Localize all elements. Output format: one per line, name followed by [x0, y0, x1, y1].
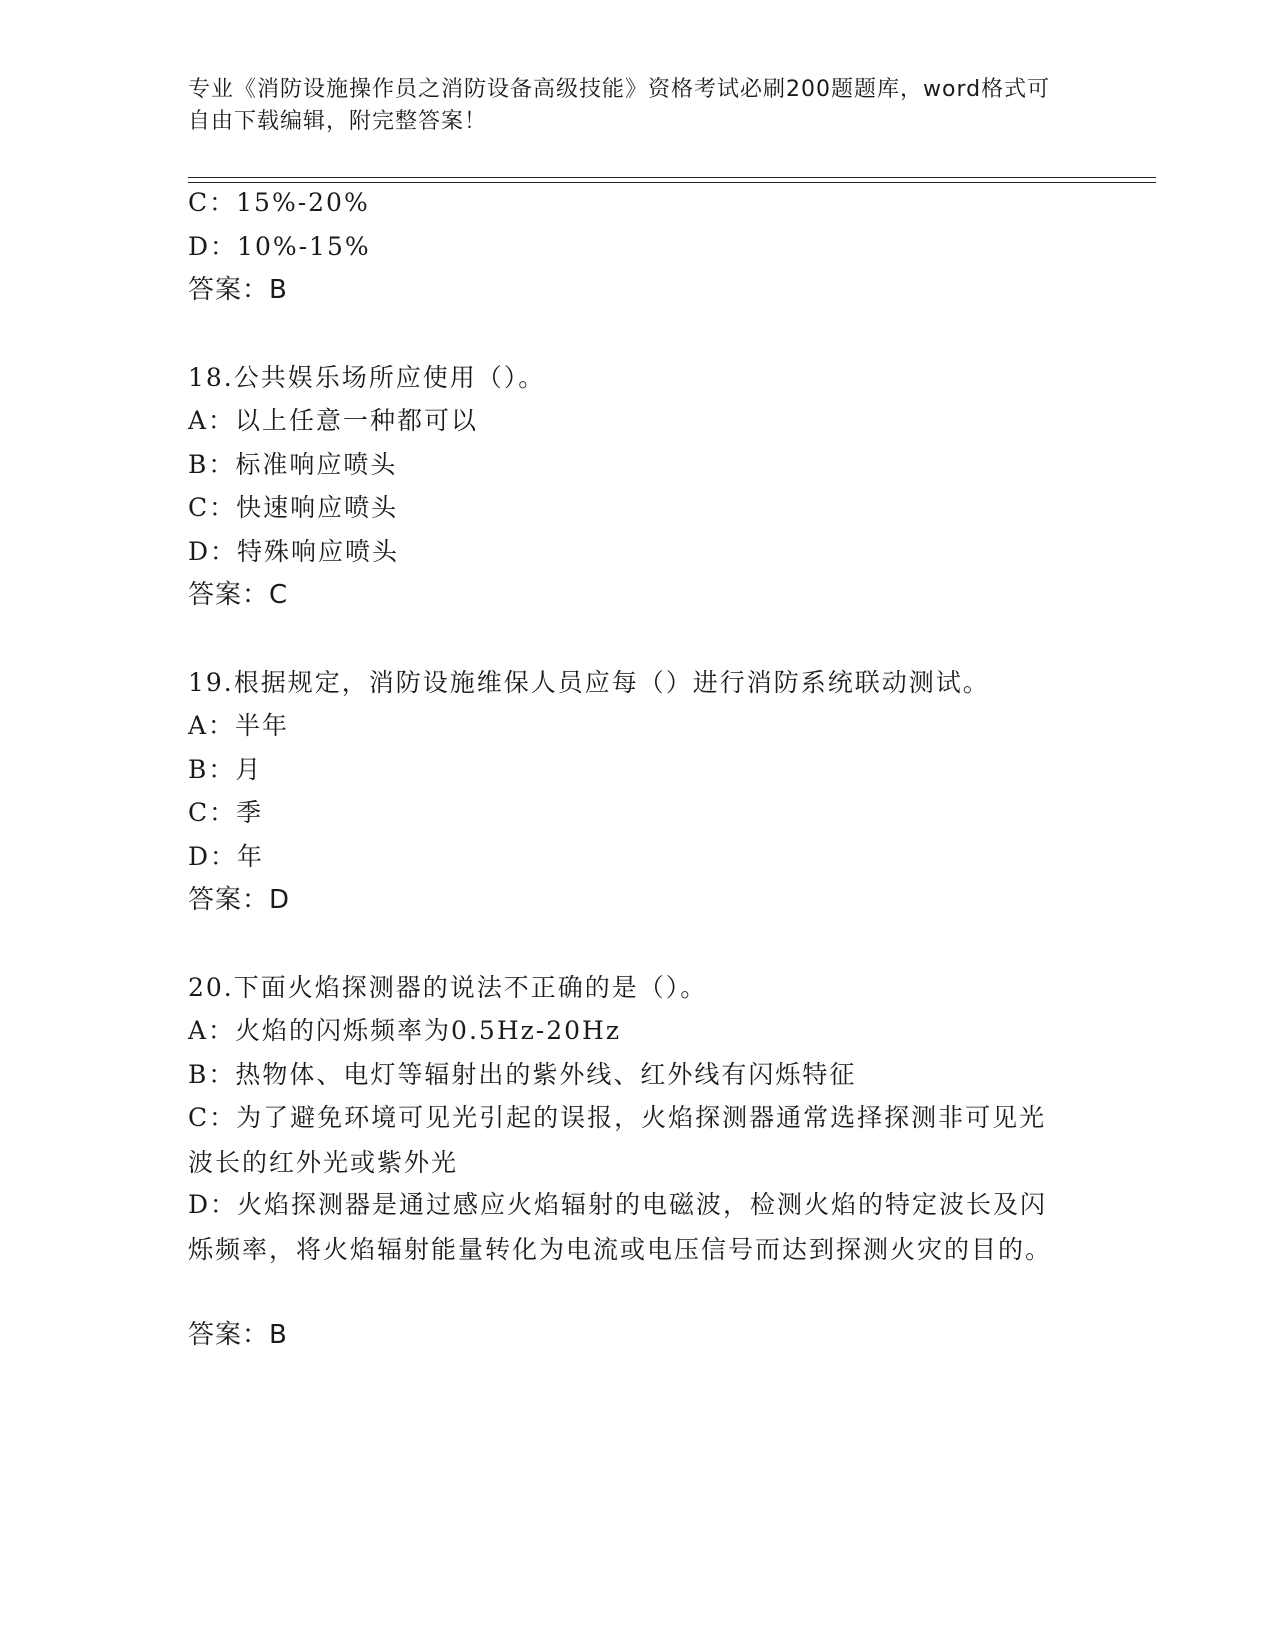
q20-option-a: A：火焰的闪烁频率为0.5Hz-20Hz [188, 1016, 622, 1045]
q19-option-b: B：月 [188, 755, 263, 784]
q20-option-d: D：火焰探测器是通过感应火焰辐射的电磁波，检测火焰的特定波长及闪烁频率，将火焰辐射能量转化为电流或电压信号而达到探测火灾的目的。 [188, 1190, 1053, 1264]
q20-option-b: B：热物体、电灯等辐射出的紫外线、红外线有闪烁特征 [188, 1060, 857, 1089]
q20-question: 20.下面火焰探测器的说法不正确的是（）。 [188, 973, 708, 1002]
q17-option-c: C：15%-20% [188, 188, 370, 217]
q19-option-c: C：季 [188, 798, 264, 827]
q18-option-a: A：以上任意一种都可以 [188, 406, 479, 435]
q19-option-d: D：年 [188, 842, 265, 871]
q20-option-c: C：为了避免环境可见光引起的误报，火焰探测器通常选择探测非可见光波长的红外光或紫外光 [188, 1103, 1047, 1177]
q18-option-b: B：标准响应喷头 [188, 450, 398, 479]
q19-question: 19.根据规定，消防设施维保人员应每（）进行消防系统联动测试。 [188, 668, 990, 697]
q18-question: 18.公共娱乐场所应使用（）。 [188, 363, 546, 392]
q17-answer: 答案：B [188, 275, 288, 305]
q18-option-d: D：特殊响应喷头 [188, 537, 400, 566]
q18-option-c: C：快速响应喷头 [188, 493, 399, 522]
header-divider-top [188, 177, 1156, 178]
document-header: 专业《消防设施操作员之消防设备高级技能》资格考试必刷200题题库，word格式可自由下载编辑，附完整答案！ [188, 77, 1051, 134]
q19-option-a: A：半年 [188, 711, 290, 740]
q19-answer: 答案：D [188, 885, 291, 915]
q17-option-d: D：10%-15% [188, 232, 371, 261]
q20-answer: 答案：B [188, 1320, 288, 1350]
q18-answer: 答案：C [188, 580, 289, 610]
